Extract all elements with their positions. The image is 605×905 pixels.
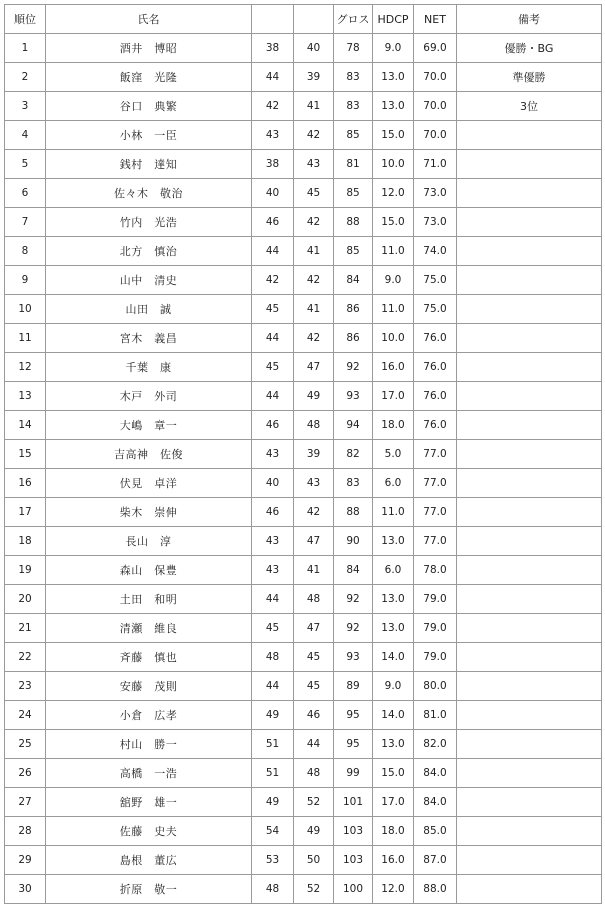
cell-gross: 88 [334, 498, 373, 527]
cell-in: 42 [294, 266, 334, 295]
table-row [5, 846, 602, 875]
cell-out: 46 [252, 208, 294, 237]
cell-hdcp: 9.0 [373, 266, 414, 295]
cell-rank: 19 [5, 556, 46, 585]
cell-in: 40 [294, 34, 334, 63]
cell-net: 80.0 [414, 672, 457, 701]
cell-name: 清瀬 維良 [46, 614, 252, 643]
cell-note [457, 440, 602, 469]
cell-note [457, 237, 602, 266]
cell-note [457, 469, 602, 498]
cell-net: 81.0 [414, 701, 457, 730]
cell-gross: 103 [334, 817, 373, 846]
cell-out: 44 [252, 585, 294, 614]
cell-name: 銭村 達知 [46, 150, 252, 179]
cell-name: 折原 敬一 [46, 875, 252, 904]
table-row [5, 295, 602, 324]
cell-note [457, 817, 602, 846]
cell-in: 52 [294, 875, 334, 904]
cell-hdcp: 10.0 [373, 324, 414, 353]
cell-rank: 27 [5, 788, 46, 817]
cell-rank: 7 [5, 208, 46, 237]
cell-out: 44 [252, 237, 294, 266]
cell-rank: 12 [5, 353, 46, 382]
cell-note [457, 121, 602, 150]
table-row [5, 585, 602, 614]
cell-rank: 21 [5, 614, 46, 643]
cell-net: 76.0 [414, 324, 457, 353]
cell-net: 76.0 [414, 353, 457, 382]
cell-rank: 4 [5, 121, 46, 150]
cell-gross: 84 [334, 266, 373, 295]
cell-rank: 24 [5, 701, 46, 730]
table-row [5, 643, 602, 672]
cell-hdcp: 15.0 [373, 121, 414, 150]
cell-hdcp: 13.0 [373, 92, 414, 121]
cell-out: 38 [252, 150, 294, 179]
cell-net: 77.0 [414, 527, 457, 556]
table-row [5, 92, 602, 121]
cell-net: 76.0 [414, 411, 457, 440]
cell-in: 48 [294, 585, 334, 614]
cell-rank: 10 [5, 295, 46, 324]
cell-hdcp: 9.0 [373, 672, 414, 701]
cell-rank: 29 [5, 846, 46, 875]
table-row [5, 469, 602, 498]
cell-net: 79.0 [414, 585, 457, 614]
cell-in: 41 [294, 92, 334, 121]
cell-gross: 84 [334, 556, 373, 585]
cell-in: 42 [294, 121, 334, 150]
cell-rank: 23 [5, 672, 46, 701]
cell-out: 51 [252, 730, 294, 759]
cell-in: 39 [294, 440, 334, 469]
cell-in: 48 [294, 759, 334, 788]
table-row [5, 121, 602, 150]
cell-out: 45 [252, 614, 294, 643]
cell-note [457, 701, 602, 730]
cell-name: 木戸 外司 [46, 382, 252, 411]
cell-gross: 86 [334, 295, 373, 324]
table-row [5, 730, 602, 759]
cell-hdcp: 13.0 [373, 527, 414, 556]
cell-note [457, 556, 602, 585]
cell-in: 49 [294, 817, 334, 846]
cell-note [457, 585, 602, 614]
cell-name: 宮木 義昌 [46, 324, 252, 353]
cell-name: 斉藤 慎也 [46, 643, 252, 672]
cell-name: 小倉 広孝 [46, 701, 252, 730]
cell-name: 大嶋 章一 [46, 411, 252, 440]
cell-gross: 100 [334, 875, 373, 904]
cell-note [457, 208, 602, 237]
cell-name: 飯窪 光隆 [46, 63, 252, 92]
cell-rank: 22 [5, 643, 46, 672]
cell-hdcp: 12.0 [373, 179, 414, 208]
cell-in: 41 [294, 295, 334, 324]
cell-out: 46 [252, 411, 294, 440]
cell-hdcp: 10.0 [373, 150, 414, 179]
cell-gross: 88 [334, 208, 373, 237]
cell-name: 吉高神 佐俊 [46, 440, 252, 469]
cell-note [457, 788, 602, 817]
cell-out: 42 [252, 92, 294, 121]
table-row [5, 324, 602, 353]
cell-net: 70.0 [414, 121, 457, 150]
cell-name: 山中 清史 [46, 266, 252, 295]
cell-out: 43 [252, 121, 294, 150]
cell-out: 44 [252, 672, 294, 701]
cell-out: 40 [252, 179, 294, 208]
cell-name: 安藤 茂則 [46, 672, 252, 701]
cell-hdcp: 13.0 [373, 614, 414, 643]
cell-note [457, 846, 602, 875]
cell-hdcp: 5.0 [373, 440, 414, 469]
cell-in: 41 [294, 237, 334, 266]
cell-in: 49 [294, 382, 334, 411]
cell-hdcp: 11.0 [373, 237, 414, 266]
cell-rank: 6 [5, 179, 46, 208]
cell-net: 73.0 [414, 208, 457, 237]
cell-rank: 5 [5, 150, 46, 179]
cell-rank: 14 [5, 411, 46, 440]
cell-hdcp: 16.0 [373, 846, 414, 875]
cell-gross: 93 [334, 643, 373, 672]
cell-net: 77.0 [414, 469, 457, 498]
cell-name: 竹内 光浩 [46, 208, 252, 237]
header-row [5, 5, 602, 34]
cell-gross: 90 [334, 527, 373, 556]
cell-out: 44 [252, 63, 294, 92]
table-row [5, 353, 602, 382]
cell-note [457, 411, 602, 440]
cell-out: 45 [252, 353, 294, 382]
header-note: 備考 [457, 5, 602, 34]
cell-out: 44 [252, 382, 294, 411]
cell-note: 優勝・BG [457, 34, 602, 63]
cell-net: 76.0 [414, 382, 457, 411]
cell-gross: 103 [334, 846, 373, 875]
cell-net: 87.0 [414, 846, 457, 875]
cell-note [457, 150, 602, 179]
cell-gross: 92 [334, 585, 373, 614]
cell-in: 47 [294, 353, 334, 382]
cell-rank: 16 [5, 469, 46, 498]
cell-hdcp: 18.0 [373, 411, 414, 440]
cell-name: 長山 淳 [46, 527, 252, 556]
cell-name: 土田 和明 [46, 585, 252, 614]
cell-out: 43 [252, 440, 294, 469]
cell-in: 48 [294, 411, 334, 440]
table-row [5, 411, 602, 440]
table-row [5, 614, 602, 643]
cell-net: 73.0 [414, 179, 457, 208]
table-row [5, 382, 602, 411]
cell-gross: 83 [334, 63, 373, 92]
cell-hdcp: 18.0 [373, 817, 414, 846]
cell-net: 71.0 [414, 150, 457, 179]
cell-gross: 83 [334, 92, 373, 121]
cell-out: 43 [252, 527, 294, 556]
table-row [5, 266, 602, 295]
cell-name: 佐藤 史夫 [46, 817, 252, 846]
cell-in: 50 [294, 846, 334, 875]
cell-out: 43 [252, 556, 294, 585]
cell-net: 74.0 [414, 237, 457, 266]
cell-hdcp: 6.0 [373, 469, 414, 498]
cell-rank: 17 [5, 498, 46, 527]
cell-name: 北方 慎治 [46, 237, 252, 266]
cell-name: 高橋 一浩 [46, 759, 252, 788]
cell-hdcp: 11.0 [373, 498, 414, 527]
cell-note [457, 324, 602, 353]
cell-gross: 92 [334, 614, 373, 643]
cell-note [457, 179, 602, 208]
table-row [5, 34, 602, 63]
cell-hdcp: 17.0 [373, 382, 414, 411]
cell-name: 谷口 典繁 [46, 92, 252, 121]
results-body [5, 34, 602, 904]
cell-gross: 78 [334, 34, 373, 63]
cell-rank: 28 [5, 817, 46, 846]
cell-net: 84.0 [414, 788, 457, 817]
table-row [5, 498, 602, 527]
table-row [5, 208, 602, 237]
header-rank: 順位 [5, 5, 46, 34]
header-out [252, 5, 294, 34]
header-name: 氏名 [46, 5, 252, 34]
cell-rank: 1 [5, 34, 46, 63]
cell-in: 52 [294, 788, 334, 817]
cell-name: 酒井 博昭 [46, 34, 252, 63]
cell-note [457, 498, 602, 527]
cell-hdcp: 14.0 [373, 643, 414, 672]
cell-in: 45 [294, 672, 334, 701]
table-row [5, 527, 602, 556]
results-table [4, 4, 602, 904]
cell-in: 42 [294, 208, 334, 237]
cell-in: 41 [294, 556, 334, 585]
header-net: NET [414, 5, 457, 34]
cell-note: 準優勝 [457, 63, 602, 92]
cell-gross: 86 [334, 324, 373, 353]
cell-hdcp: 13.0 [373, 63, 414, 92]
cell-gross: 85 [334, 237, 373, 266]
cell-name: 島根 董広 [46, 846, 252, 875]
cell-in: 47 [294, 527, 334, 556]
table-row [5, 179, 602, 208]
cell-hdcp: 6.0 [373, 556, 414, 585]
cell-name: 小林 一臣 [46, 121, 252, 150]
cell-hdcp: 16.0 [373, 353, 414, 382]
cell-rank: 15 [5, 440, 46, 469]
cell-out: 49 [252, 701, 294, 730]
cell-out: 53 [252, 846, 294, 875]
cell-note [457, 353, 602, 382]
cell-net: 88.0 [414, 875, 457, 904]
cell-rank: 9 [5, 266, 46, 295]
cell-net: 82.0 [414, 730, 457, 759]
cell-gross: 95 [334, 701, 373, 730]
cell-note [457, 527, 602, 556]
cell-hdcp: 12.0 [373, 875, 414, 904]
cell-name: 佐々木 敬治 [46, 179, 252, 208]
cell-gross: 94 [334, 411, 373, 440]
cell-hdcp: 13.0 [373, 585, 414, 614]
cell-rank: 30 [5, 875, 46, 904]
cell-in: 45 [294, 643, 334, 672]
cell-net: 78.0 [414, 556, 457, 585]
table-row [5, 817, 602, 846]
table-row [5, 237, 602, 266]
cell-gross: 101 [334, 788, 373, 817]
cell-gross: 83 [334, 469, 373, 498]
cell-note [457, 730, 602, 759]
cell-rank: 13 [5, 382, 46, 411]
cell-name: 村山 勝一 [46, 730, 252, 759]
cell-net: 70.0 [414, 92, 457, 121]
table-row [5, 150, 602, 179]
cell-gross: 82 [334, 440, 373, 469]
table-row [5, 701, 602, 730]
cell-gross: 95 [334, 730, 373, 759]
cell-out: 48 [252, 643, 294, 672]
cell-net: 84.0 [414, 759, 457, 788]
cell-note [457, 643, 602, 672]
header-in [294, 5, 334, 34]
cell-hdcp: 15.0 [373, 759, 414, 788]
cell-net: 70.0 [414, 63, 457, 92]
cell-in: 42 [294, 324, 334, 353]
cell-net: 85.0 [414, 817, 457, 846]
cell-note [457, 875, 602, 904]
cell-rank: 20 [5, 585, 46, 614]
cell-rank: 8 [5, 237, 46, 266]
cell-in: 47 [294, 614, 334, 643]
cell-out: 54 [252, 817, 294, 846]
cell-note [457, 759, 602, 788]
cell-out: 46 [252, 498, 294, 527]
cell-in: 42 [294, 498, 334, 527]
cell-gross: 85 [334, 121, 373, 150]
cell-in: 45 [294, 179, 334, 208]
cell-note [457, 266, 602, 295]
cell-gross: 93 [334, 382, 373, 411]
cell-gross: 81 [334, 150, 373, 179]
cell-in: 46 [294, 701, 334, 730]
cell-in: 44 [294, 730, 334, 759]
cell-note [457, 614, 602, 643]
header-gross: グロス [334, 5, 373, 34]
cell-rank: 18 [5, 527, 46, 556]
cell-rank: 11 [5, 324, 46, 353]
cell-net: 75.0 [414, 295, 457, 324]
cell-name: 山田 誠 [46, 295, 252, 324]
cell-net: 79.0 [414, 614, 457, 643]
cell-hdcp: 9.0 [373, 34, 414, 63]
cell-net: 79.0 [414, 643, 457, 672]
cell-rank: 25 [5, 730, 46, 759]
cell-out: 48 [252, 875, 294, 904]
cell-gross: 99 [334, 759, 373, 788]
cell-net: 75.0 [414, 266, 457, 295]
cell-rank: 26 [5, 759, 46, 788]
cell-note [457, 672, 602, 701]
table-row [5, 440, 602, 469]
cell-out: 49 [252, 788, 294, 817]
cell-rank: 2 [5, 63, 46, 92]
cell-out: 42 [252, 266, 294, 295]
cell-in: 43 [294, 469, 334, 498]
cell-note [457, 295, 602, 324]
cell-gross: 92 [334, 353, 373, 382]
cell-name: 舘野 雄一 [46, 788, 252, 817]
table-row [5, 672, 602, 701]
cell-gross: 85 [334, 179, 373, 208]
cell-net: 69.0 [414, 34, 457, 63]
cell-hdcp: 17.0 [373, 788, 414, 817]
cell-name: 伏見 卓洋 [46, 469, 252, 498]
cell-out: 38 [252, 34, 294, 63]
cell-in: 43 [294, 150, 334, 179]
cell-out: 51 [252, 759, 294, 788]
cell-net: 77.0 [414, 440, 457, 469]
table-row [5, 556, 602, 585]
table-row [5, 788, 602, 817]
cell-hdcp: 14.0 [373, 701, 414, 730]
cell-hdcp: 15.0 [373, 208, 414, 237]
cell-note: 3位 [457, 92, 602, 121]
cell-gross: 89 [334, 672, 373, 701]
cell-name: 森山 保豊 [46, 556, 252, 585]
cell-out: 40 [252, 469, 294, 498]
cell-name: 千葉 康 [46, 353, 252, 382]
cell-name: 柴木 崇伸 [46, 498, 252, 527]
cell-rank: 3 [5, 92, 46, 121]
cell-hdcp: 13.0 [373, 730, 414, 759]
cell-in: 39 [294, 63, 334, 92]
cell-net: 77.0 [414, 498, 457, 527]
header-hdcp: HDCP [373, 5, 414, 34]
cell-out: 45 [252, 295, 294, 324]
cell-out: 44 [252, 324, 294, 353]
table-row [5, 875, 602, 904]
cell-note [457, 382, 602, 411]
table-row [5, 759, 602, 788]
cell-hdcp: 11.0 [373, 295, 414, 324]
table-row [5, 63, 602, 92]
